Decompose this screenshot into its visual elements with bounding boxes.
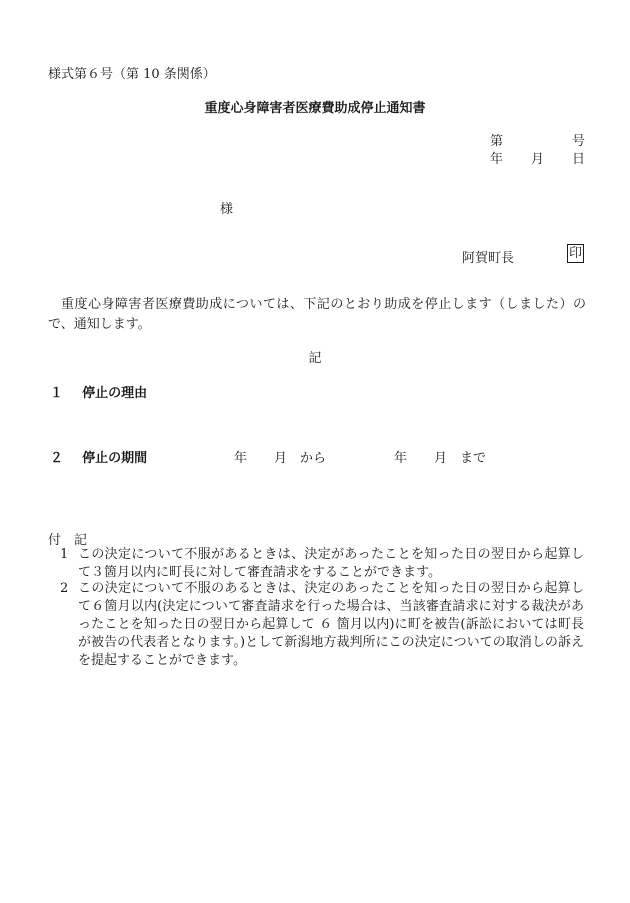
note-item xyxy=(60,580,584,670)
date-year: 年 xyxy=(490,152,504,167)
section-reason-number: １ xyxy=(50,386,64,401)
section-period-label: 停止の期間 xyxy=(82,451,148,466)
ki-heading: 記 xyxy=(308,351,322,366)
form-id: 様式第６号（第 10 条関係） xyxy=(48,67,216,82)
body-text: 重度心身障害者医療費助成については、下記のとおり助成を停止します（しました）ので、通知します。 xyxy=(48,297,586,332)
note-text: この決定について不服があるときは、決定があったことを知った日の翌日から起算して３箇月以内に町長に対して審査請求をすることができます。 xyxy=(78,547,584,580)
number-prefix: 第 xyxy=(490,134,504,149)
period-month-end: 月 xyxy=(434,451,448,466)
date-day: 日 xyxy=(571,152,585,167)
date-month: 月 xyxy=(530,152,544,167)
section-reason xyxy=(50,382,147,401)
note-number: 2 xyxy=(60,581,69,596)
period-to: まで xyxy=(460,451,487,466)
period-year-start: 年 xyxy=(234,451,248,466)
notes-heading: 付 記 xyxy=(48,533,88,548)
number-suffix: 号 xyxy=(571,134,585,149)
period-from: から xyxy=(300,451,327,466)
note-text: この決定について不服のあるときは、決定のあったことを知った日の翌日から起算して６箇月以内(決定について審査請求を行った場合は、当該審査請求に対する裁決があったことを知った日の翌日から起算して ６ 箇月以内)に町を被告(訴訟においては町長が被告の代表者となります。)として新潟地方裁判所にこの決定についての取消しの訴えを提起することができます。 xyxy=(78,581,584,668)
document-number-line xyxy=(490,130,585,149)
period-month-start: 月 xyxy=(274,451,288,466)
document-title: 重度心身障害者医療費助成停止通知書 xyxy=(204,101,426,116)
issuer-name: 阿賀町長 xyxy=(462,251,515,266)
section-period xyxy=(50,447,147,466)
section-period-number: ２ xyxy=(50,451,64,466)
addressee-suffix: 様 xyxy=(220,202,234,217)
issue-date-line xyxy=(490,148,585,167)
note-item xyxy=(60,546,584,582)
period-year-end: 年 xyxy=(394,451,408,466)
section-reason-label: 停止の理由 xyxy=(82,386,148,401)
note-number: 1 xyxy=(60,547,69,562)
seal-box: 印 xyxy=(569,246,583,261)
